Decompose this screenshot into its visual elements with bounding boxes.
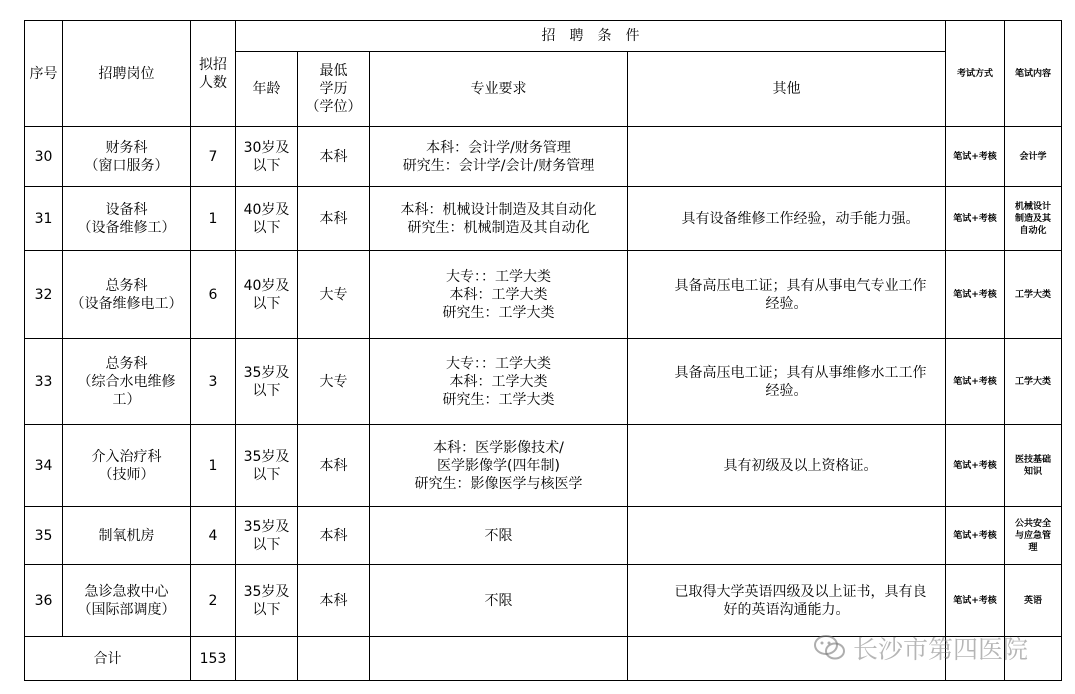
header-other: 其他 <box>628 52 946 127</box>
row-seq: 36 <box>25 565 63 637</box>
row-seq: 35 <box>25 507 63 565</box>
header-major: 专业要求 <box>370 52 628 127</box>
table-row <box>25 507 1062 565</box>
table-row <box>25 127 1062 187</box>
row-edu: 本科 <box>298 127 370 187</box>
row-major: 本科：会计学/财务管理 研究生：会计学/会计/财务管理 <box>370 127 628 187</box>
row-count: 2 <box>191 565 236 637</box>
row-other: 具备高压电工证；具有从事电气专业工作 经验。 <box>628 251 946 339</box>
row-exam-content: 工学大类 <box>1005 339 1062 425</box>
row-edu: 本科 <box>298 565 370 637</box>
row-edu: 本科 <box>298 187 370 251</box>
row-other <box>628 507 946 565</box>
row-exam-content: 机械设计 制造及其 自动化 <box>1005 187 1062 251</box>
total-label: 合计 <box>25 637 191 681</box>
row-major: 不限 <box>370 507 628 565</box>
row-seq: 32 <box>25 251 63 339</box>
row-age: 30岁及 以下 <box>236 127 298 187</box>
row-age: 40岁及 以下 <box>236 187 298 251</box>
row-exam-content: 工学大类 <box>1005 251 1062 339</box>
table-row <box>25 565 1062 637</box>
recruitment-table <box>24 20 1062 681</box>
row-exam-content: 英语 <box>1005 565 1062 637</box>
row-position: 介入治疗科 （技师） <box>63 425 191 507</box>
row-count: 1 <box>191 425 236 507</box>
row-count: 6 <box>191 251 236 339</box>
row-position: 总务科 （综合水电维修 工） <box>63 339 191 425</box>
table-row <box>25 251 1062 339</box>
row-major: 大专：：工学大类 本科：工学大类 研究生：工学大类 <box>370 251 628 339</box>
row-other: 已取得大学英语四级及以上证书，具有良 好的英语沟通能力。 <box>628 565 946 637</box>
row-exam-content: 公共安全 与应急管 理 <box>1005 507 1062 565</box>
row-edu: 本科 <box>298 425 370 507</box>
row-exam-content: 医技基础 知识 <box>1005 425 1062 507</box>
wechat-icon <box>813 633 847 663</box>
row-exam-method: 笔试+考核 <box>946 187 1005 251</box>
header-exam-content: 笔试内容 <box>1005 21 1062 127</box>
row-exam-method: 笔试+考核 <box>946 127 1005 187</box>
row-position: 制氧机房 <box>63 507 191 565</box>
header-position: 招聘岗位 <box>63 21 191 127</box>
row-other: 具备高压电工证；具有从事维修水工工作 经验。 <box>628 339 946 425</box>
table-row <box>25 187 1062 251</box>
header-seq: 序号 <box>25 21 63 127</box>
row-major: 不限 <box>370 565 628 637</box>
header-edu: 最低 学历 （学位） <box>298 52 370 127</box>
row-other <box>628 127 946 187</box>
row-count: 4 <box>191 507 236 565</box>
row-edu: 大专 <box>298 251 370 339</box>
header-count: 拟招 人数 <box>191 21 236 127</box>
row-major: 大专：：工学大类 本科：工学大类 研究生：工学大类 <box>370 339 628 425</box>
row-count: 7 <box>191 127 236 187</box>
row-count: 1 <box>191 187 236 251</box>
row-major: 本科：医学影像技术/ 医学影像学(四年制) 研究生：影像医学与核医学 <box>370 425 628 507</box>
row-other: 具有设备维修工作经验，动手能力强。 <box>628 187 946 251</box>
row-edu: 大专 <box>298 339 370 425</box>
row-exam-method: 笔试+考核 <box>946 251 1005 339</box>
row-edu: 本科 <box>298 507 370 565</box>
row-exam-content: 会计学 <box>1005 127 1062 187</box>
header-age: 年龄 <box>236 52 298 127</box>
row-other: 具有初级及以上资格证。 <box>628 425 946 507</box>
watermark <box>813 630 1028 666</box>
row-age: 35岁及 以下 <box>236 565 298 637</box>
row-exam-method: 笔试+考核 <box>946 339 1005 425</box>
row-exam-method: 笔试+考核 <box>946 565 1005 637</box>
row-age: 35岁及 以下 <box>236 425 298 507</box>
row-seq: 34 <box>25 425 63 507</box>
row-age: 35岁及 以下 <box>236 339 298 425</box>
watermark-text: 长沙市第四医院 <box>853 635 1029 664</box>
row-seq: 33 <box>25 339 63 425</box>
row-position: 急诊急救中心 （国际部调度） <box>63 565 191 637</box>
total-count: 153 <box>191 637 236 681</box>
row-major: 本科：机械设计制造及其自动化 研究生：机械制造及其自动化 <box>370 187 628 251</box>
row-seq: 31 <box>25 187 63 251</box>
header-conditions: 招 聘 条 件 <box>236 21 946 52</box>
table-row <box>25 425 1062 507</box>
row-age: 35岁及 以下 <box>236 507 298 565</box>
row-position: 财务科 （窗口服务） <box>63 127 191 187</box>
row-position: 设备科 （设备维修工） <box>63 187 191 251</box>
row-count: 3 <box>191 339 236 425</box>
row-age: 40岁及 以下 <box>236 251 298 339</box>
row-exam-method: 笔试+考核 <box>946 507 1005 565</box>
table-row <box>25 339 1062 425</box>
header-exam-method: 考试方式 <box>946 21 1005 127</box>
row-position: 总务科 （设备维修电工） <box>63 251 191 339</box>
row-exam-method: 笔试+考核 <box>946 425 1005 507</box>
row-seq: 30 <box>25 127 63 187</box>
